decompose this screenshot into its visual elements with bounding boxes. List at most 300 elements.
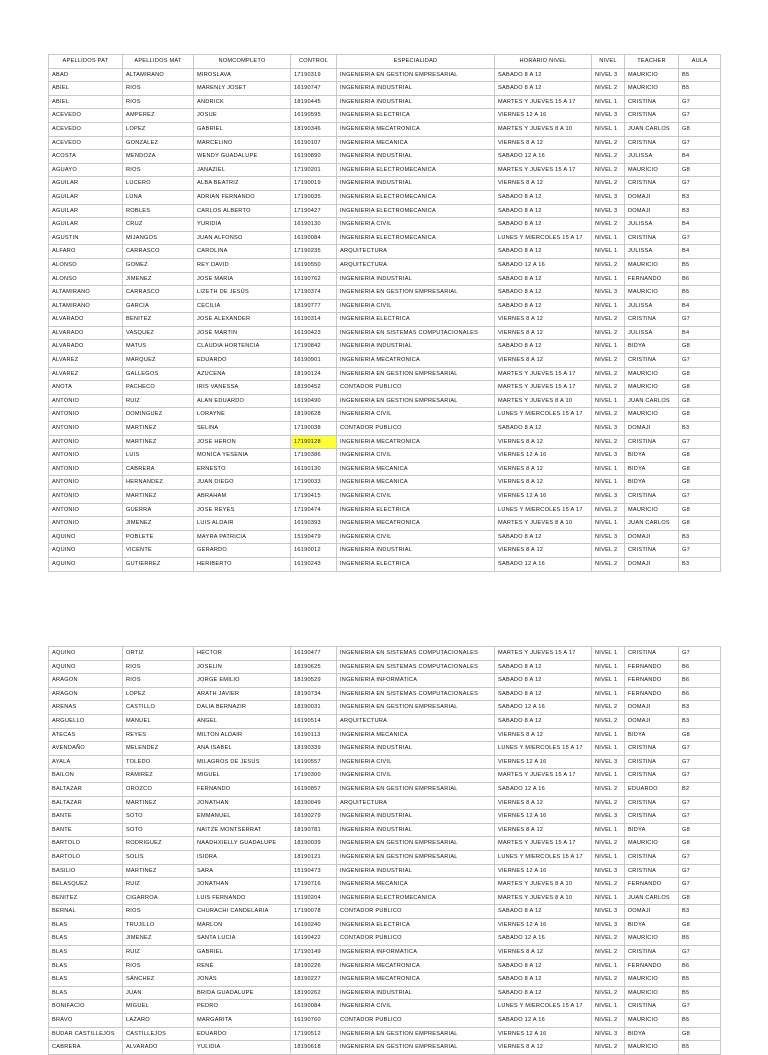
- cell-control: 17190201: [291, 163, 337, 177]
- cell-aula: G7: [679, 796, 721, 810]
- cell-apellido-pat: ANTONIO: [49, 503, 123, 517]
- cell-teacher: FERNANDO: [625, 674, 679, 688]
- cell-horario: VIERNES 12 A 16: [495, 918, 592, 932]
- cell-aula: G7: [679, 95, 721, 109]
- table-row: [49, 231, 721, 245]
- cell-apellido-pat: ABAD: [49, 68, 123, 82]
- cell-nombre-completo: HERIBERTO: [194, 557, 291, 571]
- cell-nombre-completo: WENDY GUADALUPE: [194, 150, 291, 164]
- cell-nombre-completo: ERNESTO: [194, 462, 291, 476]
- cell-nivel: NIVEL 2: [592, 1014, 625, 1028]
- table-row: [49, 782, 721, 796]
- cell-control: 18190262: [291, 986, 337, 1000]
- cell-especialidad: INGENIERIA MECANICA: [337, 728, 495, 742]
- cell-nivel: NIVEL 1: [592, 728, 625, 742]
- cell-apellido-pat: ALVARADO: [49, 313, 123, 327]
- cell-especialidad: INGENIERIA ELECTRICA: [337, 109, 495, 123]
- cell-aula: B6: [679, 272, 721, 286]
- cell-horario: VIERNES 8 A 12: [495, 946, 592, 960]
- cell-apellido-pat: BARTOLO: [49, 850, 123, 864]
- cell-horario: LUNES Y MIERCOLES 15 A 17: [495, 231, 592, 245]
- cell-control: 17190235: [291, 245, 337, 259]
- cell-nombre-completo: BRIDA GUADALUPE: [194, 986, 291, 1000]
- cell-especialidad: INGENIERIA EN GESTION EMPRESARIAL: [337, 286, 495, 300]
- cell-apellido-pat: ALTAMIRANO: [49, 286, 123, 300]
- cell-teacher: BIDYA: [625, 462, 679, 476]
- cell-apellido-mat: CARRASCO: [123, 245, 194, 259]
- table-row: [49, 122, 721, 136]
- cell-apellido-pat: BLAS: [49, 918, 123, 932]
- cell-aula: G7: [679, 231, 721, 245]
- cell-apellido-mat: RAMIREZ: [123, 769, 194, 783]
- cell-apellido-pat: ANOTA: [49, 381, 123, 395]
- cell-aula: B3: [679, 714, 721, 728]
- cell-apellido-mat: MELENDEZ: [123, 742, 194, 756]
- cell-teacher: FERNANDO: [625, 959, 679, 973]
- header-cell-horario: HORARIO NIVEL: [495, 55, 592, 69]
- table-row: [49, 674, 721, 688]
- cell-apellido-mat: SÁNCHEZ: [123, 973, 194, 987]
- cell-aula: G7: [679, 946, 721, 960]
- cell-nombre-completo: JUAN ALFONSO: [194, 231, 291, 245]
- cell-apellido-pat: ALVARADO: [49, 340, 123, 354]
- table-row: [49, 973, 721, 987]
- table-row: [49, 490, 721, 504]
- cell-nombre-completo: NAITZE MONTSERRAT: [194, 823, 291, 837]
- cell-teacher: JULISSA: [625, 150, 679, 164]
- cell-nombre-completo: GABRIEL: [194, 122, 291, 136]
- cell-nivel: NIVEL 2: [592, 326, 625, 340]
- cell-horario: VIERNES 12 A 16: [495, 810, 592, 824]
- cell-horario: SABADO 8 A 12: [495, 973, 592, 987]
- cell-apellido-mat: LUIS: [123, 449, 194, 463]
- cell-teacher: MAURICIO: [625, 408, 679, 422]
- cell-apellido-mat: MATUS: [123, 340, 194, 354]
- cell-teacher: CRISTINA: [625, 544, 679, 558]
- table-row: [49, 687, 721, 701]
- cell-apellido-pat: ALONSO: [49, 258, 123, 272]
- cell-especialidad: INGENIERIA ELECTRICA: [337, 918, 495, 932]
- cell-especialidad: INGENIERIA MECANICA: [337, 136, 495, 150]
- cell-nombre-completo: JOSE HERON: [194, 435, 291, 449]
- cell-nombre-completo: MILAGROS DE JESUS: [194, 755, 291, 769]
- cell-aula: G8: [679, 476, 721, 490]
- cell-nombre-completo: JONATHAN: [194, 796, 291, 810]
- cell-aula: G8: [679, 394, 721, 408]
- cell-apellido-mat: RIOS: [123, 660, 194, 674]
- cell-especialidad: INGENIERIA CIVIL: [337, 490, 495, 504]
- cell-teacher: MAURICIO: [625, 367, 679, 381]
- cell-apellido-pat: ANTONIO: [49, 517, 123, 531]
- cell-nivel: NIVEL 2: [592, 837, 625, 851]
- cell-control: 16190477: [291, 647, 337, 661]
- cell-horario: SABADO 8 A 12: [495, 218, 592, 232]
- cell-horario: VIERNES 8 A 12: [495, 476, 592, 490]
- cell-aula: G7: [679, 647, 721, 661]
- cell-horario: SABADO 8 A 12: [495, 959, 592, 973]
- cell-control: 18190625: [291, 660, 337, 674]
- table-row: [49, 82, 721, 96]
- cell-nivel: NIVEL 2: [592, 163, 625, 177]
- cell-aula: G8: [679, 837, 721, 851]
- table-row: [49, 891, 721, 905]
- cell-apellido-pat: AVENDAÑO: [49, 742, 123, 756]
- cell-aula: B3: [679, 701, 721, 715]
- table-row: [49, 245, 721, 259]
- cell-control: 16190557: [291, 755, 337, 769]
- cell-apellido-mat: RODRIGUEZ: [123, 837, 194, 851]
- cell-apellido-mat: MIGUEL: [123, 1000, 194, 1014]
- cell-aula: B5: [679, 258, 721, 272]
- cell-apellido-pat: ABIEL: [49, 82, 123, 96]
- cell-aula: B6: [679, 660, 721, 674]
- cell-apellido-pat: ANTONIO: [49, 422, 123, 436]
- cell-especialidad: INGENIERIA INDUSTRIAL: [337, 742, 495, 756]
- cell-apellido-mat: DOMINGUEZ: [123, 408, 194, 422]
- cell-nombre-completo: JOSUE: [194, 109, 291, 123]
- cell-apellido-pat: ANTONIO: [49, 476, 123, 490]
- cell-apellido-pat: ALFARO: [49, 245, 123, 259]
- cell-especialidad: ARQUITECTURA: [337, 714, 495, 728]
- cell-horario: VIERNES 12 A 16: [495, 490, 592, 504]
- cell-especialidad: INGENIERIA EN GESTION EMPRESARIAL: [337, 837, 495, 851]
- cell-apellido-mat: CASTILLEJOS: [123, 1027, 194, 1041]
- cell-horario: VIERNES 8 A 12: [495, 462, 592, 476]
- cell-especialidad: INGENIERIA ELECTROMECANICA: [337, 190, 495, 204]
- cell-apellido-pat: ACEVEDO: [49, 122, 123, 136]
- table-row: [49, 932, 721, 946]
- cell-control: 16190279: [291, 810, 337, 824]
- cell-aula: B3: [679, 530, 721, 544]
- cell-especialidad: INGENIERIA EN GESTION EMPRESARIAL: [337, 782, 495, 796]
- cell-horario: MARTES Y JUEVES 15 A 17: [495, 381, 592, 395]
- cell-apellido-mat: JIMENEZ: [123, 272, 194, 286]
- cell-nombre-completo: YURIDIA: [194, 218, 291, 232]
- cell-aula: G7: [679, 810, 721, 824]
- cell-especialidad: INGENIERIA ELECTROMECANICA: [337, 163, 495, 177]
- cell-apellido-pat: ACEVEDO: [49, 109, 123, 123]
- table-row: [49, 109, 721, 123]
- cell-especialidad: INGENIERIA EN SISTEMAS COMPUTACIONALES: [337, 687, 495, 701]
- table-row: [49, 557, 721, 571]
- cell-nivel: NIVEL 2: [592, 367, 625, 381]
- cell-nivel: NIVEL 1: [592, 245, 625, 259]
- table-row: [49, 449, 721, 463]
- cell-especialidad: CONTADOR PUBLICO: [337, 422, 495, 436]
- cell-apellido-mat: VICENTE: [123, 544, 194, 558]
- cell-teacher: CRISTINA: [625, 231, 679, 245]
- cell-aula: B3: [679, 557, 721, 571]
- cell-horario: SABADO 8 A 12: [495, 204, 592, 218]
- cell-teacher: CRISTINA: [625, 136, 679, 150]
- cell-apellido-pat: BELASQUEZ: [49, 878, 123, 892]
- table-row: [49, 272, 721, 286]
- cell-teacher: CRISTINA: [625, 755, 679, 769]
- cell-apellido-pat: AGUILAR: [49, 190, 123, 204]
- cell-aula: G7: [679, 313, 721, 327]
- cell-apellido-pat: BANTE: [49, 810, 123, 824]
- cell-nombre-completo: MARCELINO: [194, 136, 291, 150]
- cell-control: 16190393: [291, 517, 337, 531]
- cell-especialidad: INGENIERIA INDUSTRIAL: [337, 82, 495, 96]
- cell-nivel: NIVEL 3: [592, 490, 625, 504]
- cell-horario: SABADO 12 A 16: [495, 557, 592, 571]
- cell-especialidad: INGENIERIA INDUSTRIAL: [337, 864, 495, 878]
- cell-nombre-completo: CECILIA: [194, 299, 291, 313]
- cell-horario: VIERNES 12 A 16: [495, 109, 592, 123]
- cell-teacher: CRISTINA: [625, 490, 679, 504]
- cell-horario: SABADO 8 A 12: [495, 422, 592, 436]
- cell-control: 17190512: [291, 1027, 337, 1041]
- cell-nombre-completo: EMMANUEL: [194, 810, 291, 824]
- cell-control: 16190550: [291, 258, 337, 272]
- cell-nombre-completo: MIGUEL: [194, 769, 291, 783]
- header-cell-nivel: NIVEL: [592, 55, 625, 69]
- cell-aula: G7: [679, 769, 721, 783]
- cell-control: 18190227: [291, 973, 337, 987]
- cell-especialidad: INGENIERIA ELECTRICA: [337, 503, 495, 517]
- cell-nombre-completo: RENÉ: [194, 959, 291, 973]
- cell-nivel: NIVEL 1: [592, 231, 625, 245]
- cell-control: 16190113: [291, 728, 337, 742]
- table-row: [49, 742, 721, 756]
- cell-nombre-completo: EDUARDO: [194, 354, 291, 368]
- cell-nivel: NIVEL 2: [592, 354, 625, 368]
- cell-nombre-completo: LORAYNE: [194, 408, 291, 422]
- cell-especialidad: INGENIERIA MECATRONICA: [337, 517, 495, 531]
- cell-nivel: NIVEL 3: [592, 109, 625, 123]
- cell-aula: B5: [679, 986, 721, 1000]
- cell-aula: G8: [679, 449, 721, 463]
- cell-teacher: CRISTINA: [625, 313, 679, 327]
- cell-nivel: NIVEL 2: [592, 796, 625, 810]
- cell-apellido-pat: ALTAMIRANO: [49, 299, 123, 313]
- cell-teacher: CRISTINA: [625, 769, 679, 783]
- cell-apellido-pat: AGUSTIN: [49, 231, 123, 245]
- cell-apellido-mat: RIOS: [123, 163, 194, 177]
- table-row: [49, 354, 721, 368]
- cell-horario: VIERNES 8 A 12: [495, 354, 592, 368]
- table-row: [49, 728, 721, 742]
- cell-aula: G7: [679, 544, 721, 558]
- cell-apellido-pat: ACOSTA: [49, 150, 123, 164]
- cell-apellido-mat: ALVARADO: [123, 1041, 194, 1055]
- cell-nombre-completo: JANAZIEL: [194, 163, 291, 177]
- cell-horario: MARTES Y JUEVES 15 A 17: [495, 769, 592, 783]
- cell-teacher: BIDYA: [625, 728, 679, 742]
- table-row: [49, 313, 721, 327]
- cell-apellido-pat: ATECAS: [49, 728, 123, 742]
- cell-aula: G7: [679, 354, 721, 368]
- cell-aula: B5: [679, 1041, 721, 1055]
- cell-apellido-mat: RUIZ: [123, 878, 194, 892]
- cell-control: 18190618: [291, 1041, 337, 1055]
- cell-nivel: NIVEL 1: [592, 687, 625, 701]
- cell-apellido-pat: AGUILAR: [49, 204, 123, 218]
- cell-horario: SABADO 8 A 12: [495, 190, 592, 204]
- cell-teacher: MAURICIO: [625, 503, 679, 517]
- cell-especialidad: INGENIERIA MECATRONICA: [337, 122, 495, 136]
- cell-nivel: NIVEL 1: [592, 299, 625, 313]
- cell-especialidad: INGENIERIA EN SISTEMAS COMPUTACIONALES: [337, 326, 495, 340]
- header-cell-nombre-completo: NOMCOMPLETO: [194, 55, 291, 69]
- cell-teacher: BIDYA: [625, 476, 679, 490]
- cell-especialidad: INGENIERIA INDUSTRIAL: [337, 177, 495, 191]
- cell-apellido-mat: MARTINEZ: [123, 796, 194, 810]
- cell-nivel: NIVEL 1: [592, 660, 625, 674]
- cell-nivel: NIVEL 2: [592, 986, 625, 1000]
- cell-horario: VIERNES 8 A 12: [495, 435, 592, 449]
- cell-aula: G8: [679, 918, 721, 932]
- cell-nombre-completo: JOSE MARIA: [194, 272, 291, 286]
- cell-horario: SABADO 8 A 12: [495, 687, 592, 701]
- cell-apellido-mat: GUERRA: [123, 503, 194, 517]
- cell-apellido-mat: CIGARROA: [123, 891, 194, 905]
- table-row: [49, 837, 721, 851]
- cell-horario: VIERNES 8 A 12: [495, 1041, 592, 1055]
- cell-especialidad: INGENIERIA EN GESTION EMPRESARIAL: [337, 68, 495, 82]
- cell-nivel: NIVEL 3: [592, 864, 625, 878]
- cell-aula: B4: [679, 299, 721, 313]
- cell-nombre-completo: ABRAHAM: [194, 490, 291, 504]
- cell-teacher: MAURICIO: [625, 68, 679, 82]
- cell-apellido-pat: BASILIO: [49, 864, 123, 878]
- cell-aula: B4: [679, 245, 721, 259]
- cell-apellido-mat: RUIZ: [123, 946, 194, 960]
- cell-apellido-pat: BERNAL: [49, 905, 123, 919]
- cell-control: 16190130: [291, 218, 337, 232]
- cell-especialidad: INGENIERIA EN GESTION EMPRESARIAL: [337, 394, 495, 408]
- cell-nombre-completo: GABRIEL: [194, 946, 291, 960]
- cell-nivel: NIVEL 3: [592, 530, 625, 544]
- table-row: [49, 714, 721, 728]
- table-row: [49, 394, 721, 408]
- cell-especialidad: INGENIERIA MECANICA: [337, 476, 495, 490]
- cell-horario: VIERNES 8 A 12: [495, 796, 592, 810]
- table-row: [49, 95, 721, 109]
- cell-apellido-mat: AMPEREZ: [123, 109, 194, 123]
- cell-teacher: BIDYA: [625, 823, 679, 837]
- cell-nombre-completo: JONÁS: [194, 973, 291, 987]
- cell-apellido-pat: BONIFACIO: [49, 1000, 123, 1014]
- cell-nivel: NIVEL 1: [592, 742, 625, 756]
- cell-apellido-mat: JIMENEZ: [123, 517, 194, 531]
- cell-apellido-mat: TOLEDO: [123, 755, 194, 769]
- cell-teacher: CRISTINA: [625, 435, 679, 449]
- cell-teacher: DOMAJI: [625, 190, 679, 204]
- cell-control: 16190901: [291, 354, 337, 368]
- header-cell-especialidad: ESPECIALIDAD: [337, 55, 495, 69]
- cell-aula: B5: [679, 1014, 721, 1028]
- cell-aula: B6: [679, 959, 721, 973]
- cell-aula: G8: [679, 517, 721, 531]
- cell-especialidad: CONTADOR PUBLICO: [337, 381, 495, 395]
- table-row: [49, 1000, 721, 1014]
- table-row: [49, 286, 721, 300]
- cell-apellido-pat: BUDAR CASTILLEJOS: [49, 1027, 123, 1041]
- cell-nombre-completo: AZUCENA: [194, 367, 291, 381]
- cell-nivel: NIVEL 2: [592, 544, 625, 558]
- table-row: [49, 986, 721, 1000]
- cell-teacher: CRISTINA: [625, 742, 679, 756]
- cell-especialidad: CONTADOR PUBLICO: [337, 932, 495, 946]
- cell-especialidad: INGENIERIA INDUSTRIAL: [337, 272, 495, 286]
- cell-apellido-mat: RIOS: [123, 674, 194, 688]
- cell-especialidad: ARQUITECTURA: [337, 796, 495, 810]
- cell-nivel: NIVEL 1: [592, 647, 625, 661]
- cell-aula: B3: [679, 422, 721, 436]
- cell-teacher: JUAN CARLOS: [625, 394, 679, 408]
- cell-apellido-mat: GONZÁLEZ: [123, 136, 194, 150]
- cell-apellido-mat: CRUZ: [123, 218, 194, 232]
- cell-nivel: NIVEL 2: [592, 714, 625, 728]
- table-row: [49, 367, 721, 381]
- cell-control: 17190300: [291, 769, 337, 783]
- cell-nivel: NIVEL 3: [592, 1027, 625, 1041]
- cell-apellido-pat: BENITEZ: [49, 891, 123, 905]
- cell-teacher: JUAN CARLOS: [625, 122, 679, 136]
- cell-apellido-pat: AQUINO: [49, 647, 123, 661]
- cell-control: 18190124: [291, 367, 337, 381]
- cell-nivel: NIVEL 2: [592, 177, 625, 191]
- cell-nombre-completo: JOSÉ MARTIN: [194, 326, 291, 340]
- cell-nombre-completo: ISIDRA: [194, 850, 291, 864]
- cell-control: 18190031: [291, 701, 337, 715]
- cell-control: 16190595: [291, 109, 337, 123]
- cell-especialidad: INGENIERIA INDUSTRIAL: [337, 340, 495, 354]
- student-table-bottom: [48, 646, 721, 1055]
- cell-control: 17190149: [291, 946, 337, 960]
- cell-apellido-pat: AYALA: [49, 755, 123, 769]
- cell-nombre-completo: ANA ISABEL: [194, 742, 291, 756]
- cell-teacher: MAURICIO: [625, 973, 679, 987]
- cell-apellido-mat: SOTO: [123, 823, 194, 837]
- cell-especialidad: INGENIERIA INDUSTRIAL: [337, 150, 495, 164]
- cell-apellido-mat: RIOS: [123, 95, 194, 109]
- table-row: [49, 68, 721, 82]
- table-row: [49, 218, 721, 232]
- cell-horario: MARTES Y JUEVES 8 A 10: [495, 891, 592, 905]
- cell-nivel: NIVEL 1: [592, 122, 625, 136]
- table-row: [49, 810, 721, 824]
- cell-teacher: MAURICIO: [625, 986, 679, 1000]
- cell-nivel: NIVEL 2: [592, 313, 625, 327]
- cell-especialidad: INGENIERIA CIVIL: [337, 530, 495, 544]
- cell-teacher: CRISTINA: [625, 354, 679, 368]
- cell-nivel: NIVEL 3: [592, 68, 625, 82]
- cell-apellido-pat: BLAS: [49, 959, 123, 973]
- cell-horario: MARTES Y JUEVES 8 A 10: [495, 878, 592, 892]
- cell-horario: VIERNES 8 A 12: [495, 728, 592, 742]
- cell-teacher: MAURICIO: [625, 82, 679, 96]
- cell-apellido-pat: ARAGON: [49, 674, 123, 688]
- cell-apellido-mat: LOPEZ: [123, 122, 194, 136]
- cell-especialidad: INGENIERIA MECANICA: [337, 878, 495, 892]
- cell-teacher: FERNANDO: [625, 878, 679, 892]
- cell-especialidad: INGENIERIA EN GESTION EMPRESARIAL: [337, 1027, 495, 1041]
- cell-nombre-completo: MAYRA PATRICIA: [194, 530, 291, 544]
- cell-especialidad: INGENIERIA ELECTROMECANICA: [337, 204, 495, 218]
- cell-control: 17190716: [291, 878, 337, 892]
- cell-nivel: NIVEL 1: [592, 394, 625, 408]
- cell-horario: VIERNES 8 A 12: [495, 136, 592, 150]
- cell-nombre-completo: JONATHAN: [194, 878, 291, 892]
- cell-control: 18190734: [291, 687, 337, 701]
- cell-horario: SABADO 8 A 12: [495, 245, 592, 259]
- table-row: [49, 150, 721, 164]
- cell-horario: SABADO 8 A 12: [495, 299, 592, 313]
- cell-control: 17190319: [291, 68, 337, 82]
